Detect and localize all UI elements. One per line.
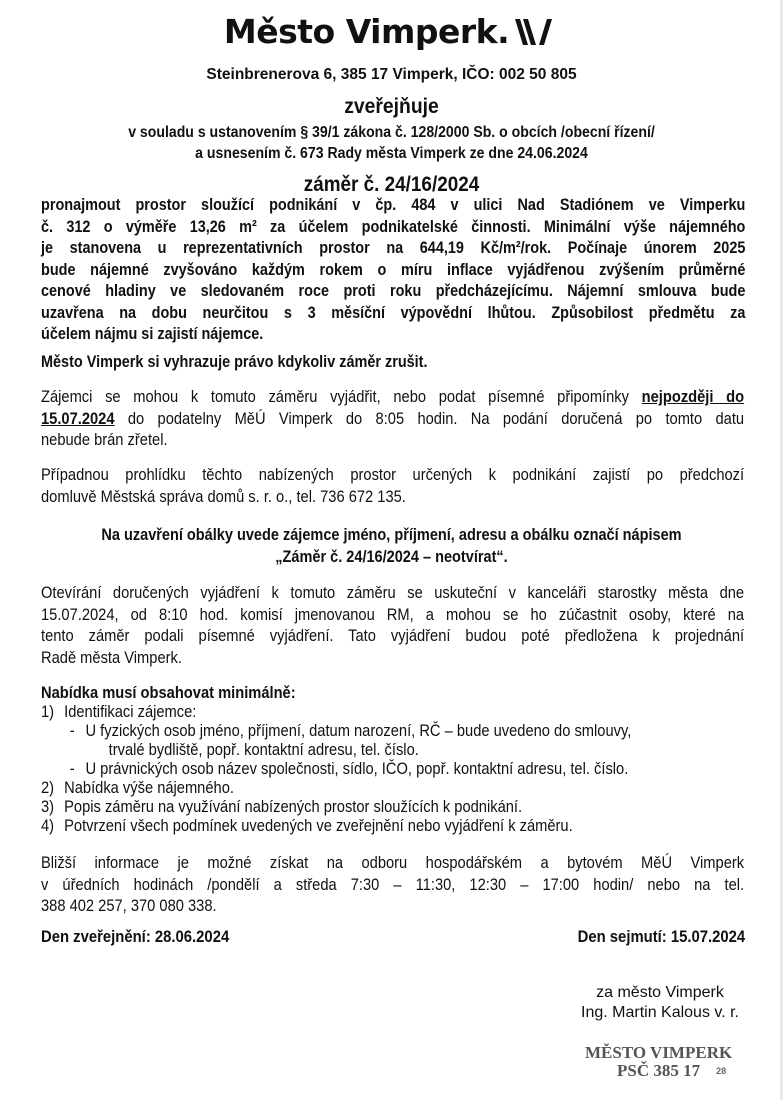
text-line: Bližší informace je možné získat na odboru hospodářském a bytovém MěÚ Vimperk [41, 854, 745, 872]
deadline-date: 15.07.2024 [41, 409, 115, 428]
requirements-title: Nabídka musí obsahovat minimálně: [41, 684, 296, 702]
list-text: U právnických osob název společnosti, sídlo, IČO, popř. kontaktní adresu, tel. číslo. [85, 760, 629, 778]
envelope-instructions [0, 525, 783, 568]
list-item [41, 779, 771, 798]
text-line: nebude brán zřetel. [41, 431, 168, 449]
text-line: uzavřena na dobu neurčitou s 3 měsíční výpovědní lhůtou. Způsobilost předmětu za [41, 303, 746, 322]
dash-bullet: - [69, 722, 75, 740]
official-stamp [585, 1044, 735, 1080]
text-line: v úředních hodinách /pondělí a středa 7:30 – 11:30, 12:30 – 17:00 hodin/ nebo na tel. [41, 875, 745, 894]
inspection-paragraph [41, 465, 745, 508]
office-address: Steinbrenerova 6, 385 17 Vimperk, IČO: 002 50 805 [206, 66, 577, 83]
list-text: U fyzických osob jméno, příjmení, datum narození, RČ – bude uvedeno do smlouvy, [85, 722, 632, 740]
requirements-list [41, 684, 761, 836]
list-text: Nabídka výše nájemného. [64, 779, 234, 797]
list-subitem [41, 722, 771, 741]
reservation-statement [41, 352, 745, 374]
signatory-name: Ing. Martin Kalous v. r. [581, 1004, 739, 1021]
text-line: Radě města Vimperk. [41, 648, 182, 667]
text-line: 15.07.2024, od 8:10 hod. komisí jmenovanou RM, a mohou se ho zúčastnit osoby, které na [41, 605, 745, 624]
list-number: 2) [41, 779, 55, 797]
list-subitem [41, 760, 771, 779]
stamp-postal: PSČ 385 17 [617, 1061, 701, 1080]
text-line: cenové hladiny ve sledovaném roce proti roku předcházejícímu. Nájemní smlouva bude [41, 282, 746, 300]
opening-paragraph [41, 583, 745, 669]
legal-basis [0, 122, 783, 164]
list-subitem-continuation: trvalé bydliště, popř. kontaktní adresu, tel. číslo. [108, 741, 419, 759]
text-line: tento záměr podali písemné vyjádření. Tato vyjádření budou poté předložena k projednání [41, 627, 745, 645]
contact-paragraph [41, 853, 745, 918]
city-w-logo-icon [515, 19, 559, 45]
list-text: Popis záměru na využívání nabízených prostor sloužících k podnikání. [64, 798, 523, 816]
removed-date: Den sejmutí: 15.07.2024 [577, 928, 745, 946]
list-number: 1) [41, 703, 55, 721]
submission-paragraph [41, 387, 745, 452]
text-line: č. 312 o výměře 13,26 m² za účelem podnikatelské činnosti. Minimální výše nájemného [41, 217, 746, 236]
text-line: pronajmout prostor sloužící podnikání v čp. 484 v ulici Nad Stadiónem ve Vimperku [41, 196, 746, 214]
text-line: Případnou prohlídku těchto nabízených prostor určených k podnikání zajistí po předchozí [41, 466, 745, 484]
text-line: účelem nájmu si zajistí nájemce. [41, 325, 264, 343]
stamp-number: 28 [716, 1066, 727, 1076]
text-line: Město Vimperk si vyhrazuje právo kdykoliv záměr zrušit. [41, 353, 428, 371]
list-text: Identifikaci zájemce: [64, 703, 197, 721]
text-line: „Záměr č. 24/16/2024 – neotvírat“. [275, 547, 508, 566]
list-item [41, 798, 771, 817]
signature-line: za město Vimperk [596, 984, 724, 1001]
published-date: Den zveřejnění: 28.06.2024 [41, 928, 230, 946]
list-item [41, 817, 771, 836]
text-line: domluvě Městská správa domů s. r. o., tel. 736 672 135. [41, 487, 406, 506]
text-line: Na uzavření obálky uvede zájemce jméno, příjmení, adresu a obálku označí nápisem [101, 526, 682, 544]
stamp-line [585, 1062, 735, 1080]
text-line: bude nájemné zvyšováno každým rokem o míru inflace vyjádřenou zvýšením průměrné [41, 260, 746, 279]
intent-title: záměr č. 24/16/2024 [303, 173, 480, 196]
list-item [41, 703, 771, 722]
legal-basis-line: v souladu s ustanovením § 39/1 zákona č. 128/2000 Sb. o obcích /obecní řízení/ [128, 124, 655, 141]
list-number: 3) [41, 798, 55, 816]
text-line: Otevírání doručených vyjádření k tomuto záměru se uskuteční v kanceláři starostky města dne [41, 584, 745, 602]
list-text: Potvrzení všech podmínek uvedených ve zveřejnění nebo vyjádření k záměru. [64, 817, 573, 835]
logo-text: Město Vimperk. [223, 12, 510, 51]
signature-block [560, 983, 760, 1023]
stamp-line: MĚSTO VIMPERK [585, 1043, 733, 1062]
publishes-heading: zveřejňuje [344, 95, 439, 118]
deadline-emphasis: nejpozději do [641, 388, 745, 406]
text-line [41, 387, 744, 409]
text-line [41, 409, 744, 431]
list-number: 4) [41, 817, 55, 835]
text-segment: Zájemci se mohou k tomuto záměru vyjádřit, nebo podat písemné připomínky [41, 388, 642, 406]
legal-basis-line: a usnesením č. 673 Rady města Vimperk ze dne 24.06.2024 [195, 145, 588, 162]
intent-description [41, 195, 745, 346]
city-logo [0, 12, 783, 51]
text-segment: do podatelny MěÚ Vimperk do 8:05 hodin. Na podání doručená po tomto datu [114, 409, 745, 428]
text-line: je stanovena u reprezentativních prostor na 644,19 Kč/m²/rok. Počínaje únorem 2025 [41, 239, 746, 257]
text-line: 388 402 257, 370 080 338. [41, 897, 217, 915]
dash-bullet: - [69, 760, 75, 778]
